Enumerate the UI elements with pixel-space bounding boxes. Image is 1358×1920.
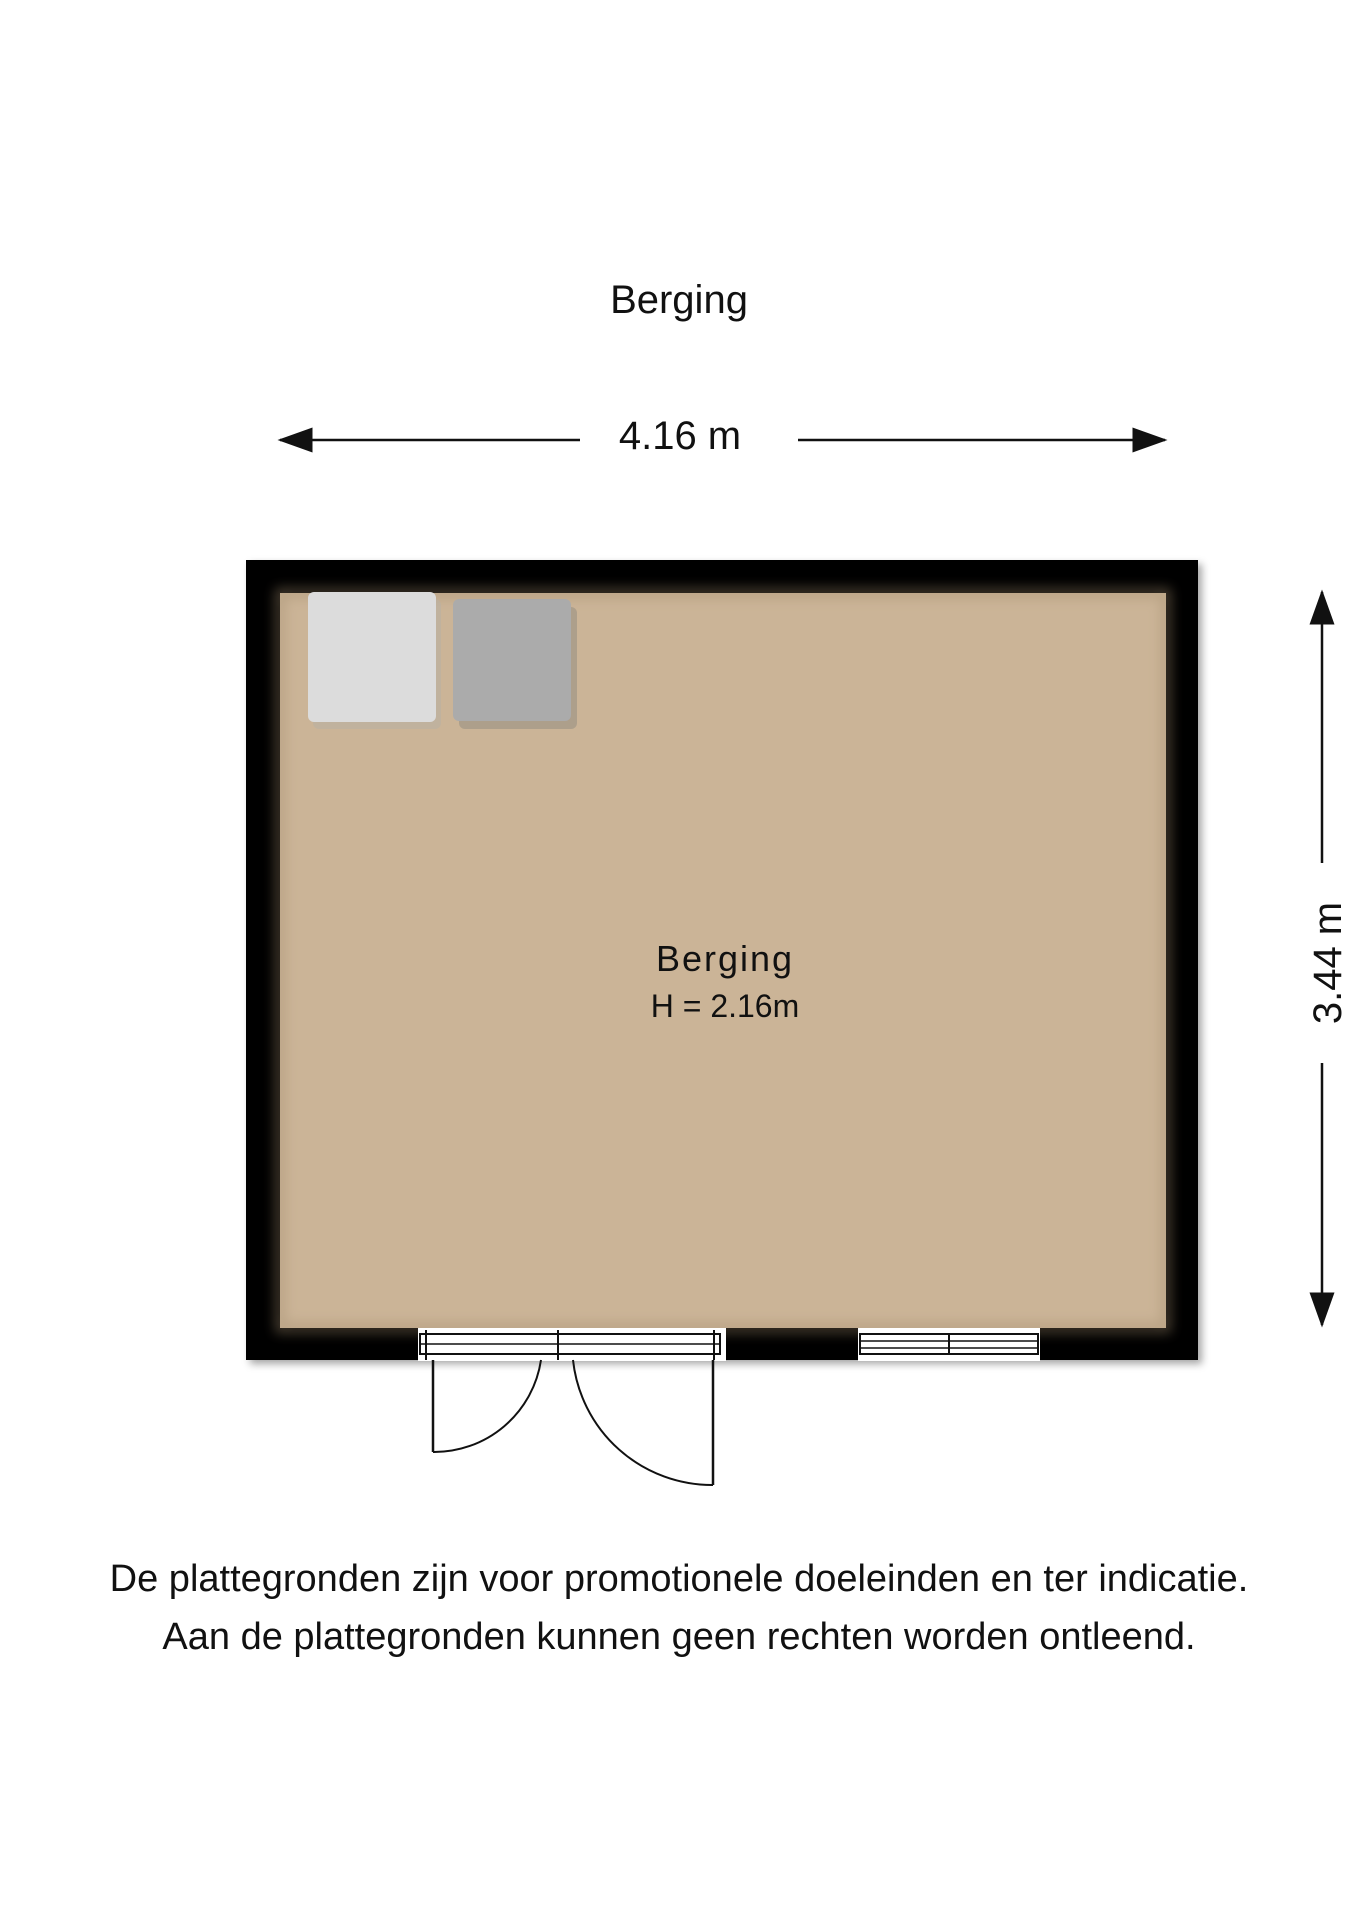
right-door-leaf [573, 1360, 713, 1485]
width-dimension-label: 4.16 m [580, 414, 780, 459]
disclaimer-line-2: Aan de plattegronden kunnen geen rechten worden ontleend. [162, 1616, 1196, 1658]
door-opening [418, 1328, 726, 1361]
window-opening [858, 1328, 1040, 1361]
disclaimer-line-1: De plattegronden zijn voor promotionele doeleinden en ter indicatie. [109, 1558, 1249, 1600]
room-height-label: H = 2.16m [650, 988, 800, 1024]
washing-machine-icon [308, 592, 441, 729]
left-door-leaf [433, 1360, 541, 1452]
depth-dimension-label: 3.44 m [1303, 863, 1353, 1063]
floor-title: Berging [610, 278, 748, 322]
disclaimer [0, 1550, 1358, 1666]
dryer-icon [453, 599, 577, 729]
room-name-label: Berging [655, 938, 795, 979]
